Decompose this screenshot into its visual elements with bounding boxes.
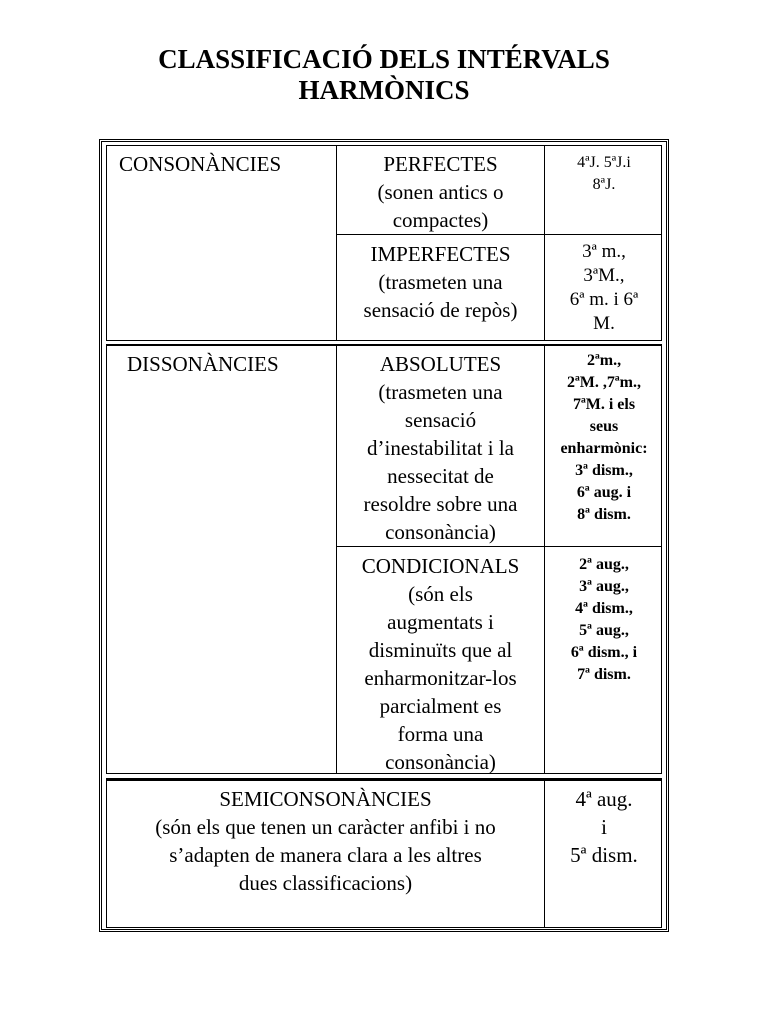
consonancies-section	[106, 145, 662, 341]
absolutes-title: ABSOLUTES	[379, 352, 502, 376]
interval-line: 3ª aug.,	[579, 578, 629, 595]
absolutes-desc-6: consonància)	[385, 520, 496, 544]
interval-line: 6ª aug. i	[576, 484, 632, 501]
dissonancies-section	[106, 344, 662, 774]
interval-line: 6ª m. i 6ª	[569, 289, 639, 310]
interval-line: 4ªJ. 5ªJ.i	[577, 154, 631, 171]
semiconsonancies-desc-2: s’adapten de manera clara a les altres	[169, 843, 482, 867]
page-title	[0, 44, 768, 106]
interval-line: 2ªm.,	[586, 352, 622, 369]
interval-line: 4ª aug.	[575, 787, 633, 811]
semiconsonancies-section	[106, 778, 662, 928]
condicionals-title: CONDICIONALS	[361, 554, 520, 578]
absolutes-cell	[337, 350, 544, 546]
absolutes-desc-2: sensació	[404, 408, 477, 432]
interval-line: 7ªM. i els	[572, 396, 636, 413]
condicionals-cell	[337, 552, 544, 776]
interval-line: seus	[589, 418, 619, 435]
interval-line: 3ª m.,	[582, 241, 626, 262]
condicionals-desc-3: disminuïts que al	[368, 638, 513, 662]
absolutes-desc-1: (trasmeten una	[378, 380, 503, 404]
condicionals-desc-1: (són els	[408, 582, 473, 606]
absolutes-intervals	[545, 350, 663, 526]
condicionals-desc-5: parcialment es	[379, 694, 502, 718]
dissonancies-label: DISSONÀNCIES	[127, 352, 279, 376]
consonancies-label: CONSONÀNCIES	[119, 152, 282, 176]
condicionals-desc-4: enharmonitzar-los	[364, 666, 517, 690]
semiconsonancies-title: SEMICONSONÀNCIES	[219, 787, 432, 811]
title-line-2: HARMÒNICS	[298, 75, 470, 105]
perfectes-desc-1: (sonen antics o	[377, 180, 504, 204]
interval-line: 5ª aug.,	[579, 622, 629, 639]
perfectes-intervals	[545, 152, 663, 196]
interval-line: M.	[593, 313, 615, 334]
interval-line: 2ªM. ,7ªm.,	[566, 374, 642, 391]
condicionals-desc-2: augmentats i	[387, 610, 494, 634]
semiconsonancies-desc-1: (són els que tenen un caràcter anfibi i no	[155, 815, 496, 839]
interval-line: 4ª dism.,	[575, 600, 633, 617]
interval-line: 3ªM.,	[583, 265, 625, 286]
interval-line: 6ª dism., i	[570, 644, 638, 661]
condicionals-desc-7: consonància)	[385, 750, 496, 774]
imperfectes-intervals	[545, 240, 663, 336]
imperfectes-desc-2: sensació de repòs)	[363, 298, 518, 322]
perfectes-desc-2: compactes)	[392, 208, 489, 232]
imperfectes-desc-1: (trasmeten una	[378, 270, 503, 294]
title-line-1: CLASSIFICACIÓ DELS INTÉRVALS	[158, 44, 610, 74]
perfectes-title: PERFECTES	[383, 152, 498, 176]
semiconsonancies-intervals	[545, 785, 663, 869]
condicionals-desc-6: forma una	[397, 722, 484, 746]
perfectes-cell	[337, 150, 544, 234]
interval-line: 2ª aug.,	[579, 556, 629, 573]
semiconsonancies-cell	[107, 785, 544, 897]
interval-line: 7ª dism.	[577, 666, 631, 683]
absolutes-desc-3: d’inestabilitat i la	[367, 436, 514, 460]
interval-line: 3ª dism.,	[575, 462, 633, 479]
interval-line: i	[601, 815, 607, 839]
classification-table	[99, 139, 669, 932]
interval-line: 5ª dism.	[570, 843, 638, 867]
semiconsonancies-desc-3: dues classificacions)	[238, 871, 413, 895]
condicionals-intervals	[545, 554, 663, 686]
absolutes-desc-5: resoldre sobre una	[363, 492, 518, 516]
interval-line: 8ª dism.	[577, 506, 631, 523]
imperfectes-cell	[337, 240, 544, 324]
imperfectes-title: IMPERFECTES	[370, 242, 511, 266]
absolutes-desc-4: nessecitat de	[387, 464, 494, 488]
interval-line: 8ªJ.	[592, 176, 616, 193]
interval-line: enharmònic:	[560, 440, 648, 457]
